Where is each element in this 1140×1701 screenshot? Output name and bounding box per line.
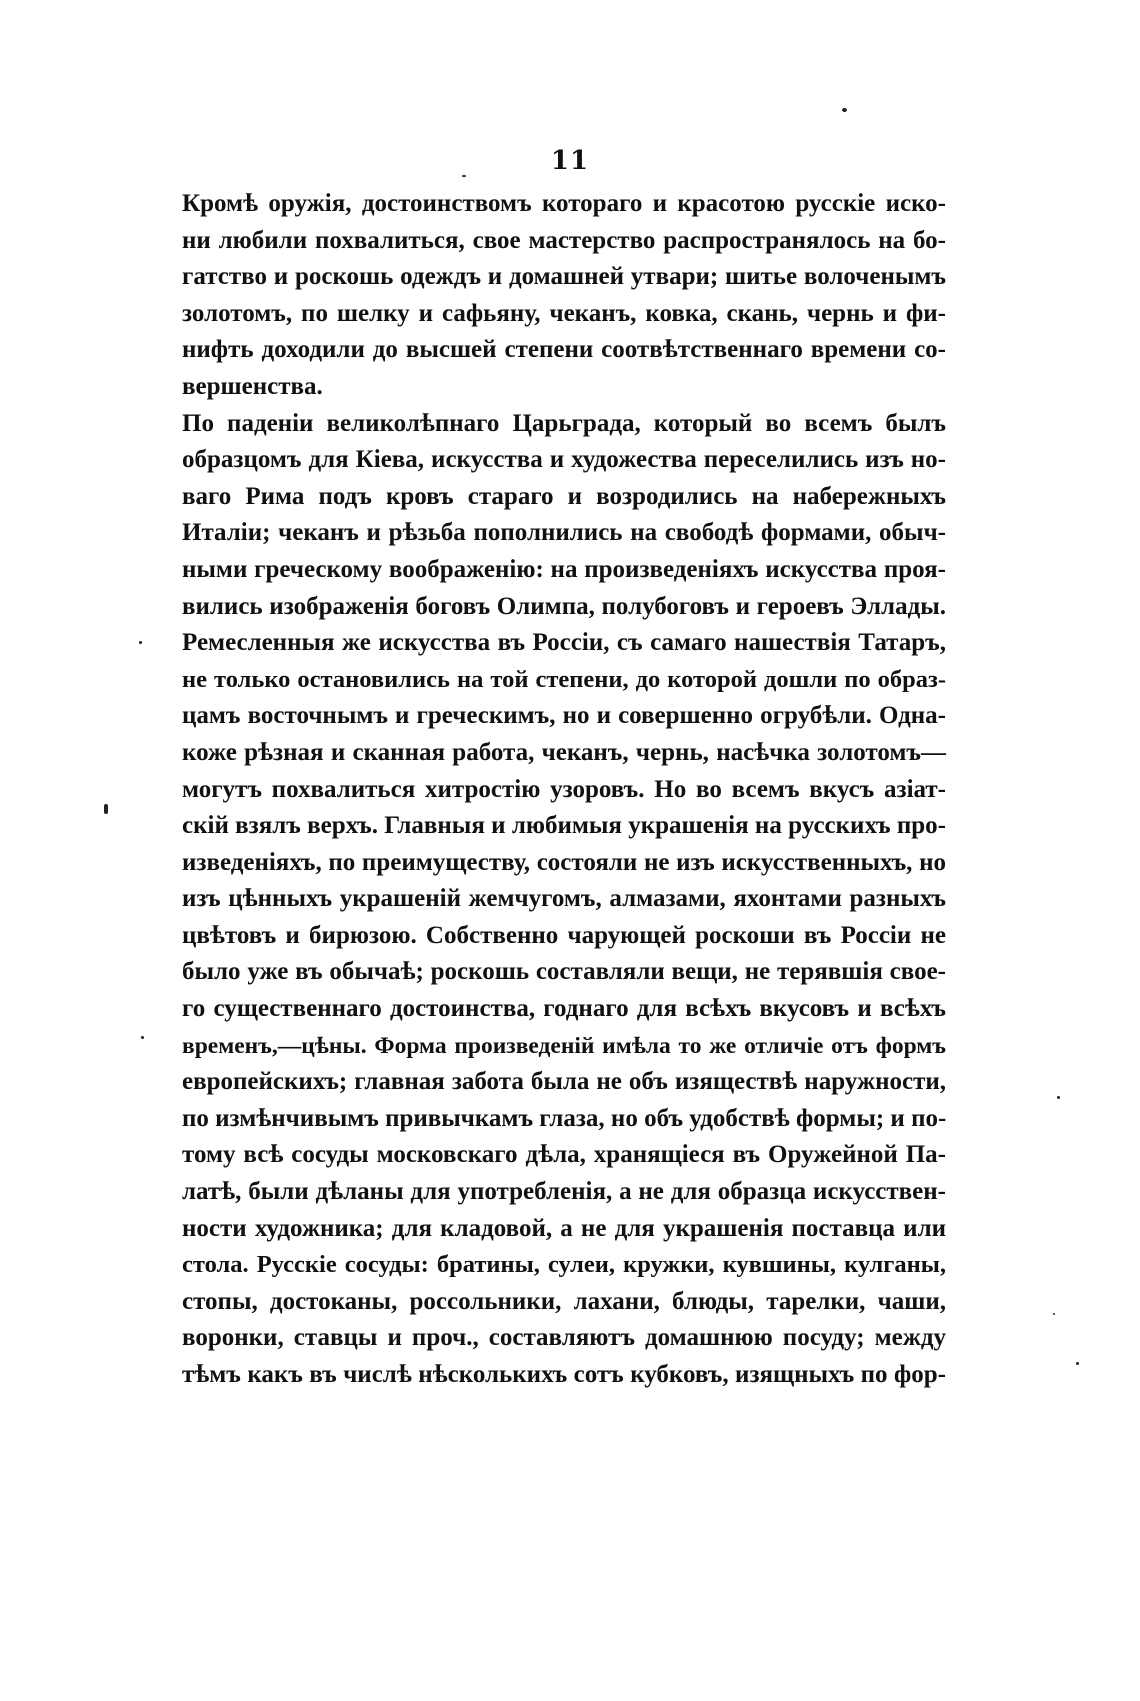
text-line: образцомъ для Кіева, искусства и художества переселились изъ но- [182, 446, 946, 474]
text-line: ваго Рима подъ кровъ стараго и возродились на набережныхъ [182, 482, 946, 510]
text-line: цамъ восточнымъ и греческимъ, но и совершенно огрубѣли. Одна- [182, 702, 946, 730]
text-line: стола. Русскіе сосуды: братины, сулеи, кружки, кувшины, кулганы, [182, 1251, 946, 1279]
text-line: гатство и роскошь одеждъ и домашней утвари; шитье волоченымъ [182, 263, 946, 291]
scan-speck [1057, 1096, 1060, 1099]
text-line: изведеніяхъ, по преимуществу, состояли не изъ искусственныхъ, но [182, 848, 946, 876]
text-line: По паденіи великолѣпнаго Царьграда, который во всемъ былъ [182, 409, 946, 437]
text-line: по измѣнчивымъ привычкамъ глаза, но объ удобствѣ формы; и по- [182, 1104, 947, 1132]
scan-speck [842, 108, 847, 112]
body-text [182, 186, 946, 1394]
text-line: не только остановились на той степени, до которой дошли по образ- [182, 665, 946, 693]
text-line: ности художника; для кладовой, а не для украшенія поставца или [182, 1214, 946, 1242]
text-line: было уже въ обычаѣ; роскошь составляли вещи, не терявшія свое- [182, 958, 946, 986]
scan-speck [1053, 1313, 1055, 1315]
text-line: воронки, ставцы и проч., составляютъ домашнюю посуду; между [182, 1324, 946, 1352]
scan-speck [139, 641, 142, 644]
text-line: ни любили похвалиться, свое мастерство распространялось на бо- [182, 226, 946, 254]
text-line: ными греческому воображенію: на произведеніяхъ искусства проя- [182, 555, 946, 583]
text-line: могутъ похвалиться хитростію узоровъ. Но во всемъ вкусъ азіат- [182, 775, 946, 803]
text-line: золотомъ, по шелку и сафьяну, чеканъ, ковка, скань, чернь и фи- [182, 299, 946, 327]
text-line: коже рѣзная и сканная работа, чеканъ, чернь, насѣчка золотомъ— [182, 738, 946, 766]
text-line: временъ,—цѣны. Форма произведеній имѣла то же отличіе отъ формъ [182, 1032, 946, 1059]
text-line: европейскихъ; главная забота была не объ изяществѣ наружности, [182, 1068, 946, 1096]
scan-speck [1076, 1362, 1079, 1365]
text-line: изъ цѣнныхъ украшеній жемчугомъ, алмазами, яхонтами разныхъ [182, 885, 946, 913]
text-line: го существеннаго достоинства, годнаго для всѣхъ вкусовъ и всѣхъ [182, 995, 946, 1023]
scan-speck [104, 804, 108, 814]
text-line: цвѣтовъ и бирюзою. Собственно чарующей роскоши въ Россіи не [182, 921, 946, 949]
text-line: Италіи; чеканъ и рѣзьба пополнились на свободѣ формами, обыч- [182, 519, 946, 547]
scan-speck [141, 1036, 144, 1039]
text-line: вершенства. [182, 372, 323, 400]
text-line: тѣмъ какъ въ числѣ нѣсколькихъ сотъ кубковъ, изящныхъ по фор- [182, 1361, 946, 1388]
text-line: Кромѣ оружія, достоинствомъ котораго и красотою русскіе иско- [182, 190, 946, 217]
text-line: нифть доходили до высшей степени соотвѣтственнаго времени со- [182, 336, 946, 364]
scan-speck [462, 175, 466, 177]
text-line: латѣ, были дѣланы для употребленія, а не для образца искусствен- [182, 1178, 946, 1206]
text-line: вились изображенія боговъ Олимпа, полубоговъ и героевъ Эллады. [182, 592, 946, 620]
text-line: скій взялъ верхъ. Главныя и любимыя украшенія на русскихъ про- [182, 812, 946, 840]
text-line: Ремесленныя же искусства въ Россіи, съ самаго нашествія Татаръ, [182, 629, 946, 657]
text-line: тому всѣ сосуды московскаго дѣла, хранящіеся въ Оружейной Па- [182, 1141, 946, 1169]
text-line: стопы, достоканы, россольники, лахани, блюды, тарелки, чаши, [182, 1287, 946, 1315]
page-number: 11 [550, 146, 590, 176]
